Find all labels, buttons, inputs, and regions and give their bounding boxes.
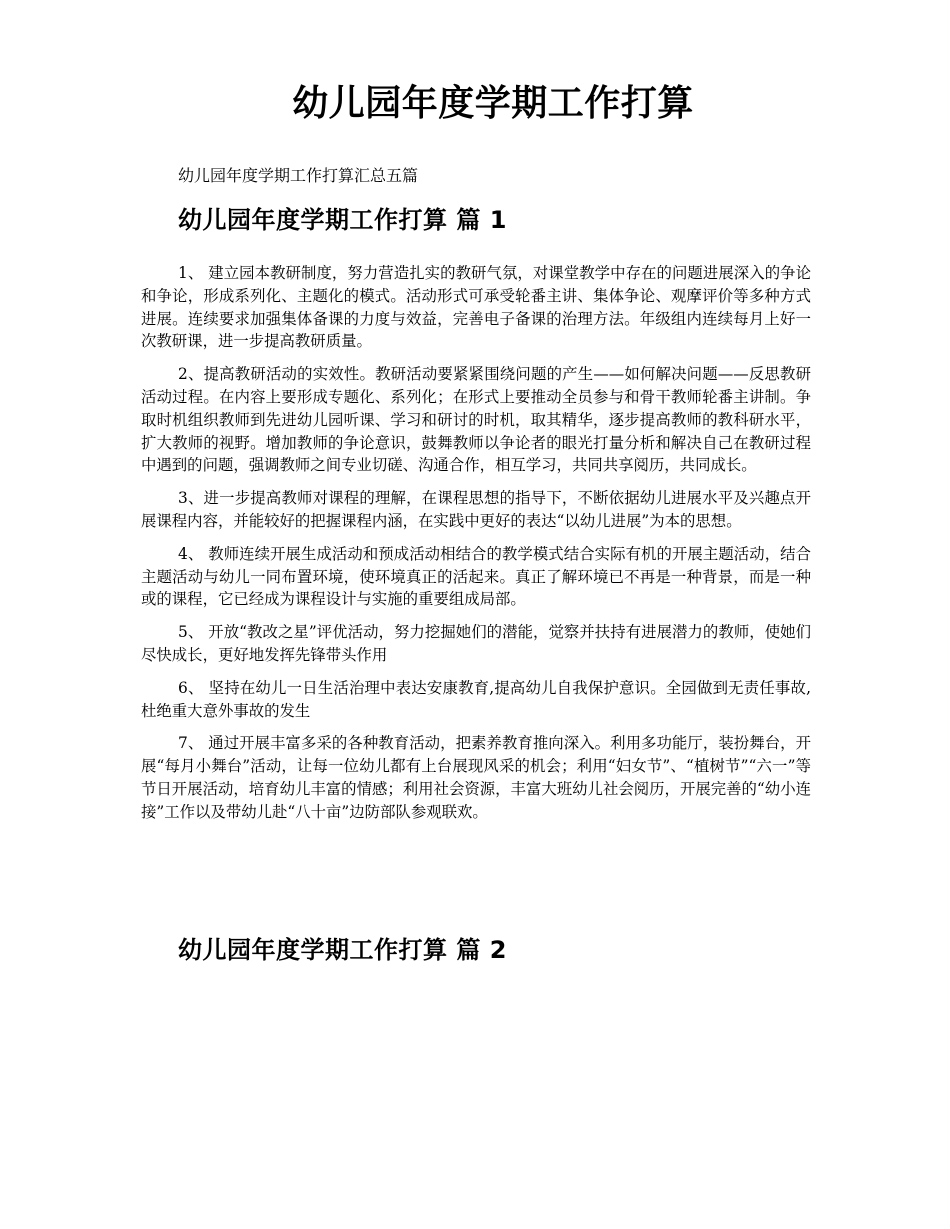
document-subtitle: 幼儿园年度学期工作打算汇总五篇 <box>178 166 419 185</box>
section-heading-1: 幼儿园年度学期工作打算 篇 1 <box>178 206 507 234</box>
section-1-body <box>141 262 811 834</box>
paragraph-1: 1、 建立园本教研制度，努力营造扎实的教研气氛，对课堂教学中存在的问题进展深入的争论和争论，形成系列化、主题化的模式。活动形式可承受轮番主讲、集体争论、观摩评价等多种方式进展。连续要求加强集体备课的力度与效益，完善电子备课的治理方法。年级组内连续每月上好一次教研课，进一步提高教研质量。 <box>141 264 811 351</box>
paragraph-5: 5、 开放“教改之星”评优活动，努力挖掘她们的潜能，觉察并扶持有进展潜力的教师，使她们尽快成长，更好地发挥先锋带头作用 <box>141 623 811 664</box>
paragraph-2: 2、提高教研活动的实效性。教研活动要紧紧围绕问题的产生——如何解决问题——反思教研活动过程。在内容上要形成专题化、系列化；在形式上要推动全员参与和骨干教师轮番主讲制。争取时机组织教师到先进幼儿园听课、学习和研讨的时机，取其精华，逐步提高教师的教科研水平，扩大教师的视野。增加教师的争论意识，鼓舞教师以争论者的眼光打量分析和解决自己在教研过程中遇到的问题，强调教师之间专业切磋、沟通合作，相互学习，共同共享阅历，共同成长。 <box>141 365 811 475</box>
section-heading-2: 幼儿园年度学期工作打算 篇 2 <box>178 936 507 964</box>
paragraph-3: 3、进一步提高教师对课程的理解，在课程思想的指导下，不断依据幼儿进展水平及兴趣点开展课程内容，并能较好的把握课程内涵，在实践中更好的表达“以幼儿进展”为本的思想。 <box>141 489 811 530</box>
paragraph-7: 7、 通过开展丰富多采的各种教育活动，把素养教育推向深入。利用多功能厅，装扮舞台，开展“每月小舞台”活动，让每一位幼儿都有上台展现风采的机会；利用“妇女节”、“植树节”“六一”等节日开展活动，培育幼儿丰富的情感；利用社会资源，丰富大班幼儿社会阅历，开展完善的“幼小连接”工作以及带幼儿赴“八十亩”边防部队参观联欢。 <box>141 734 811 821</box>
paragraph-6: 6、 坚持在幼儿一日生活治理中表达安康教育,提高幼儿自我保护意识。全园做到无责任事故,杜绝重大意外事故的发生 <box>141 678 811 720</box>
document-title: 幼儿园年度学期工作打算 <box>292 83 694 124</box>
paragraph-4: 4、 教师连续开展生成活动和预成活动相结合的教学模式结合实际有机的开展主题活动，结合主题活动与幼儿一同布置环境，使环境真正的活起来。真正了解环境已不再是一种背景，而是一种或的课程，它已经成为课程设计与实施的重要组成局部。 <box>141 544 811 609</box>
